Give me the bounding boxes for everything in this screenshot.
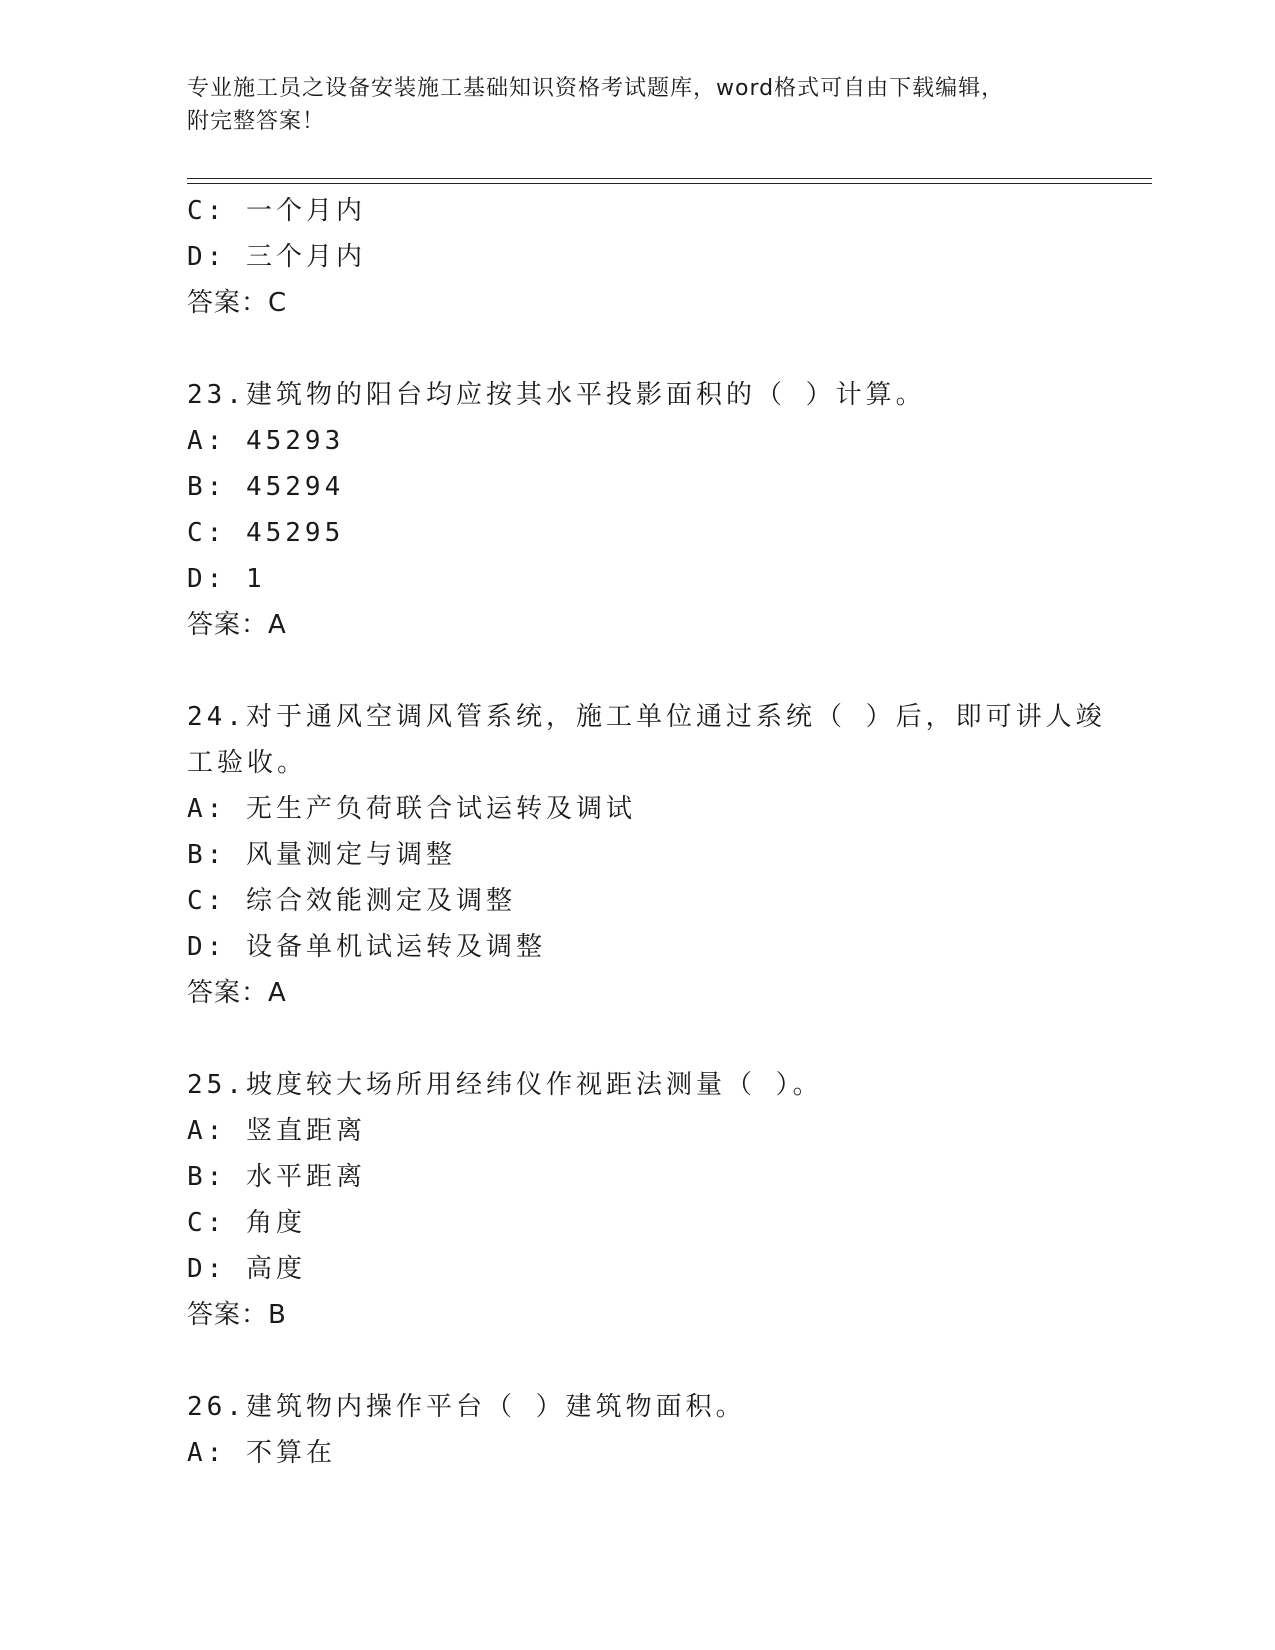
question-23 [187,372,1087,648]
question-number: 23. [187,380,246,410]
answer-value: A [268,610,287,640]
option-text: 角度 [245,1208,306,1238]
option-label: C: [187,196,227,226]
option-c [187,510,1087,556]
header-title-line-1: 专业施工员之设备安装施工基础知识资格考试题库，word格式可自由下载编辑， [187,76,1005,101]
option-c [187,188,1087,234]
option-b [187,1154,1087,1200]
question-text [187,1384,1087,1430]
option-label: D: [187,564,227,594]
answer-value: B [268,1300,287,1330]
option-label: B: [187,840,227,870]
question-text-continued [187,740,1087,786]
question-number: 25. [187,1070,246,1100]
option-label: D: [187,1254,227,1284]
answer-line [187,970,1087,1016]
option-text: 水平距离 [245,1162,366,1192]
answer-line [187,602,1087,648]
answer-value: A [268,978,287,1008]
option-label: A: [187,1438,227,1468]
answer-line [187,1292,1087,1338]
header-divider [187,178,1152,184]
question-list [187,188,1106,1476]
continued-question [187,188,1087,326]
option-label: B: [187,1162,227,1192]
option-d [187,556,1087,602]
question-text [187,694,1106,740]
question-stem: 工验收。 [187,748,308,778]
option-a [187,1430,1087,1476]
option-d [187,234,1087,280]
option-b [187,464,1087,510]
option-label: C: [187,518,227,548]
option-label: C: [187,886,227,916]
option-label: A: [187,794,227,824]
option-d [187,924,1087,970]
option-text: 45295 [245,518,345,548]
option-text: 高度 [245,1254,306,1284]
option-text: 1 [245,564,266,594]
option-c [187,1200,1087,1246]
option-text: 45294 [245,472,345,502]
question-stem: 建筑物的阳台均应按其水平投影面积的（ ）计算。 [245,380,926,410]
question-26 [187,1384,1087,1476]
spacer [187,1016,1087,1062]
answer-prefix: 答案： [187,978,269,1008]
option-label: A: [187,426,227,456]
answer-prefix: 答案： [187,1300,269,1330]
option-text: 不算在 [245,1438,336,1468]
option-label: A: [187,1116,227,1146]
option-c [187,878,1087,924]
option-text: 无生产负荷联合试运转及调试 [245,794,636,824]
option-text: 一个月内 [245,196,366,226]
question-stem: 对于通风空调风管系统，施工单位通过系统（ ）后，即可讲人竣 [245,702,1106,732]
option-a [187,1108,1087,1154]
question-text [187,372,1087,418]
option-d [187,1246,1087,1292]
spacer [187,1338,1087,1384]
option-text: 竖直距离 [245,1116,366,1146]
answer-prefix: 答案： [187,610,269,640]
option-a [187,786,1087,832]
page-header [187,72,1077,138]
answer-prefix: 答案： [187,288,269,318]
option-text: 设备单机试运转及调整 [245,932,546,962]
question-text [187,1062,1087,1108]
answer-value: C [268,288,288,318]
question-24 [187,694,1106,1016]
question-number: 26. [187,1392,246,1422]
option-text: 45293 [245,426,345,456]
option-text: 三个月内 [245,242,366,272]
spacer [187,326,1087,372]
option-text: 综合效能测定及调整 [245,886,516,916]
option-label: C: [187,1208,227,1238]
option-b [187,832,1087,878]
answer-line [187,280,1087,326]
option-label: B: [187,472,227,502]
question-number: 24. [187,702,246,732]
question-stem: 建筑物内操作平台（ ）建筑物面积。 [245,1392,746,1422]
option-text: 风量测定与调整 [245,840,456,870]
question-25 [187,1062,1087,1338]
option-label: D: [187,242,227,272]
option-label: D: [187,932,227,962]
question-stem: 坡度较大场所用经纬仪作视距法测量（ ）。 [245,1070,823,1100]
header-title-line-2: 附完整答案！ [187,109,326,134]
option-a [187,418,1087,464]
spacer [187,648,1087,694]
